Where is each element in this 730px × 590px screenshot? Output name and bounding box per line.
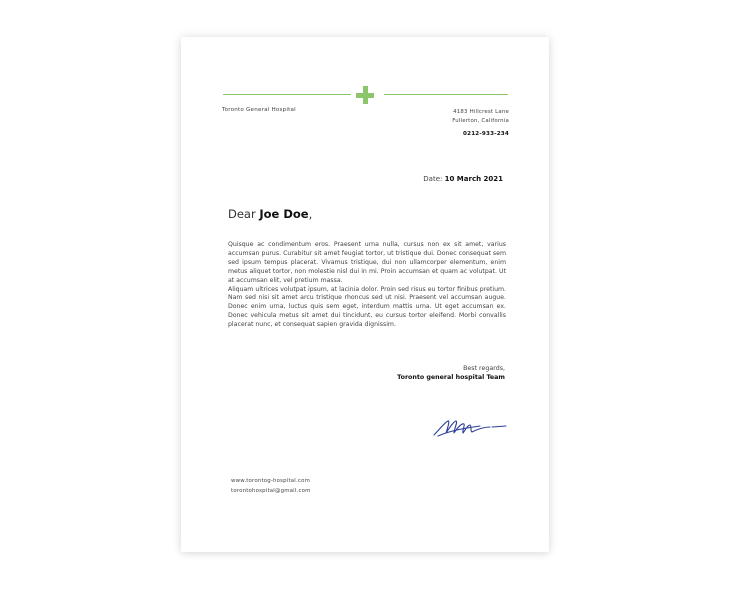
body-paragraph-2: Aliquam ultrices volutpat ipsum, at lacinia dolor. Proin sed risus eu tortor finibus pretium. Nam sed nisi sit amet arcu tristique rhoncus sed ut nisi. Praesent vel accumsan augue. Donec enim urna, luctus quis sem eget, interdum mattis urna. Ut eget accumsan ex. Donec vehicula metus sit amet dui tincidunt, eu cursus tortor eleifend. Morbi convallis placerat nunc, et consequat sapien gravida dignissim. xyxy=(228,285,506,329)
date-label: Date: xyxy=(423,175,443,183)
salutation-greeting: Dear xyxy=(228,207,256,221)
footer-contacts xyxy=(231,477,311,496)
body-paragraph-1: Quisque ac condimentum eros. Praesent urna nulla, cursus non ex sit amet, varius accumsan purus. Curabitur sit amet feugiat tortor, ut tristique dui. Donec consequat sem sed ipsum tempus placerat. Vivamus tristique, dui non ullamcorper elementum, enim metus aliquet tortor, non molestie nisl dui in mi. Proin accumsan et quam ac volutpat. Ut at accumsan elit, vel pretium massa. xyxy=(228,241,506,284)
closing-regards: Best regards, xyxy=(463,365,505,372)
salutation-punct: , xyxy=(308,207,313,221)
closing-team: Toronto general hospital Team xyxy=(397,374,505,382)
address-block xyxy=(452,108,509,126)
closing-block xyxy=(397,364,505,383)
organization-name: Toronto General Hospital xyxy=(222,107,296,113)
header-rule-left xyxy=(223,94,351,95)
footer-website: www.torontog-hospital.com xyxy=(231,478,311,484)
letter-page xyxy=(181,37,549,552)
salutation xyxy=(228,207,312,221)
address-line-1: 4183 Hillcrest Lane xyxy=(453,109,509,115)
header-rule-right xyxy=(384,94,508,95)
signature-icon xyxy=(432,415,508,439)
medical-cross-icon xyxy=(356,86,374,104)
phone-number: 0212-933-234 xyxy=(463,131,509,137)
date-line xyxy=(423,175,503,183)
date-value: 10 March 2021 xyxy=(444,175,503,183)
recipient-name: Joe Doe xyxy=(259,207,309,221)
address-line-2: Fullerton, California xyxy=(452,118,509,124)
footer-email: torontohospital@gmail.com xyxy=(231,487,311,494)
letter-body xyxy=(228,241,506,330)
